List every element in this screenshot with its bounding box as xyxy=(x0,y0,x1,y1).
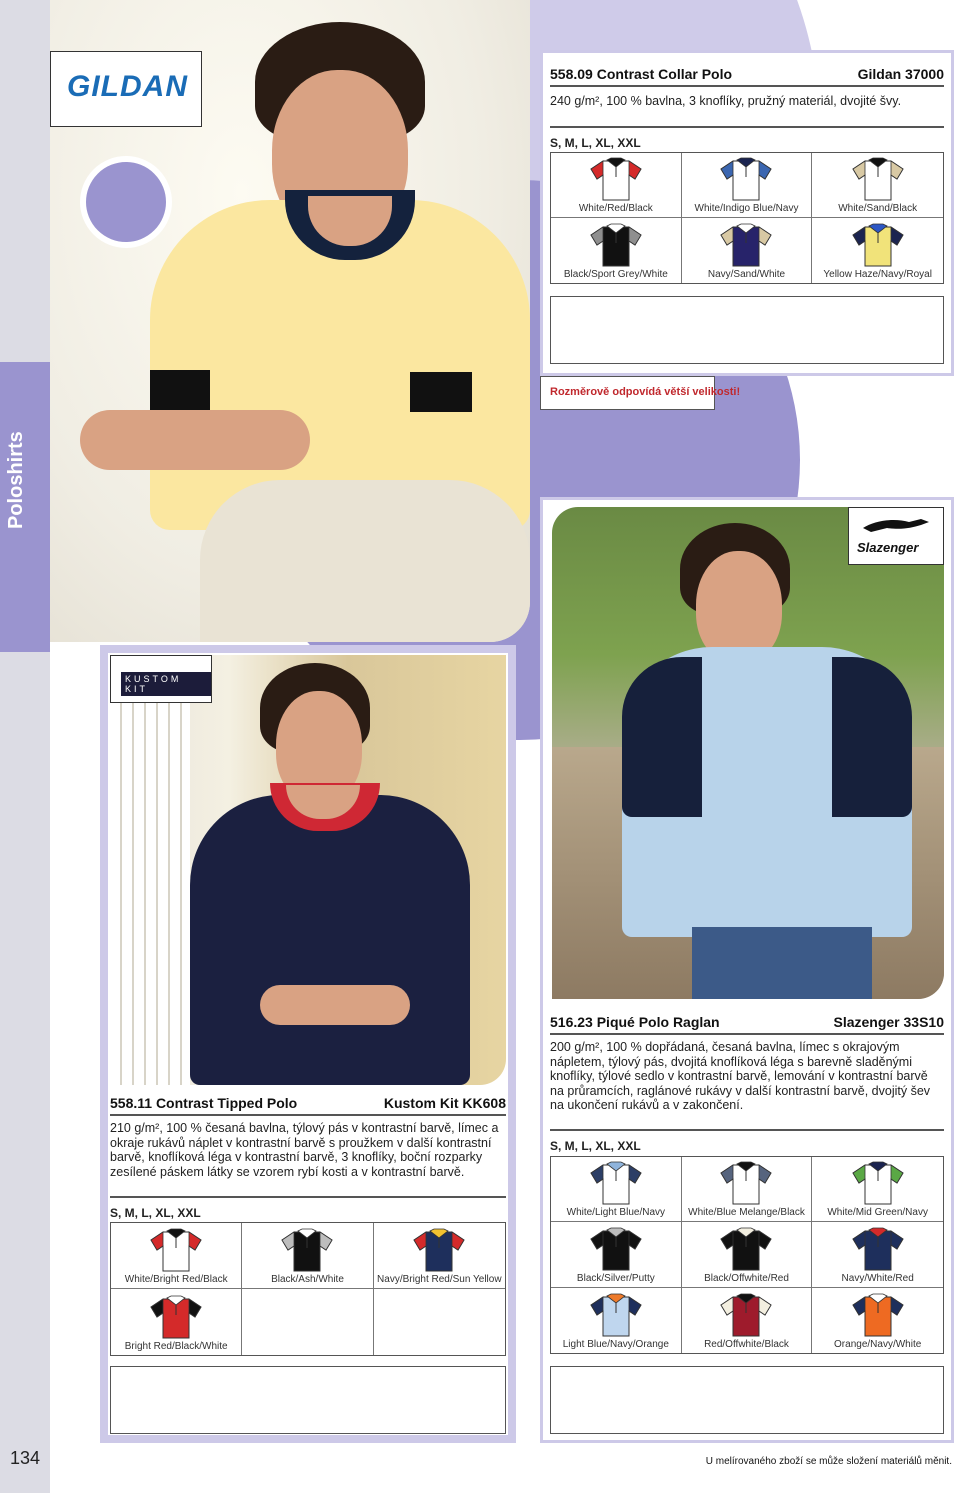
model-arm xyxy=(80,410,310,470)
color-swatch-label: Bright Red/Black/White xyxy=(124,1341,228,1352)
color-swatch-label: White/Indigo Blue/Navy xyxy=(694,203,799,214)
section-label: Poloshirts xyxy=(5,431,27,529)
polo-shirt-icon xyxy=(587,1227,645,1271)
product-code: 516.23 Piqué Polo Raglan xyxy=(550,1014,720,1030)
color-swatch xyxy=(682,1288,813,1353)
color-swatch-grid xyxy=(110,1222,506,1356)
brand-logo-gildan xyxy=(50,51,202,127)
color-swatch-label: White/Sand/Black xyxy=(838,203,918,214)
brand-logo-slazenger xyxy=(848,507,944,565)
model-jeans xyxy=(692,927,872,999)
side-rail xyxy=(0,0,50,1493)
product-photo-contrast-tipped xyxy=(110,655,506,1085)
product-description: 240 g/m², 100 % bavlna, 3 knoflíky, pružný materiál, dvojité švy. xyxy=(550,94,902,108)
color-swatch-label: White/Blue Melange/Black xyxy=(688,1207,805,1219)
color-swatch xyxy=(551,153,682,218)
color-swatch-label: Orange/Navy/White xyxy=(834,1339,922,1350)
color-swatch-label: Black/Offwhite/Red xyxy=(704,1272,789,1284)
color-swatch-label: Navy/White/Red xyxy=(841,1272,914,1284)
notes-box xyxy=(550,1366,944,1434)
polo-shirt-icon xyxy=(147,1228,205,1272)
polo-shirt-icon xyxy=(147,1295,205,1339)
product-title-row xyxy=(550,1014,944,1035)
color-swatch xyxy=(812,1288,943,1353)
product-photo-raglan xyxy=(552,507,944,999)
page-number: 134 xyxy=(9,1448,41,1468)
panther-icon xyxy=(861,516,931,534)
notes-box xyxy=(110,1366,506,1434)
polo-shirt-icon xyxy=(587,1161,645,1205)
polo-shirt-icon xyxy=(278,1228,336,1272)
product-brand-ref: Kustom Kit KK608 xyxy=(383,1095,506,1111)
color-swatch xyxy=(551,1157,682,1222)
color-swatch xyxy=(682,218,813,283)
color-swatch-label: Light Blue/Navy/Orange xyxy=(562,1339,669,1350)
brand-logo-gildan-text: GILDAN xyxy=(67,70,188,103)
color-swatch xyxy=(242,1223,373,1289)
color-swatch-empty xyxy=(374,1289,505,1355)
color-swatch-grid xyxy=(550,1156,944,1354)
notes-box xyxy=(550,296,944,364)
model-sleeve-right xyxy=(832,657,912,817)
polo-shirt-icon xyxy=(849,223,907,267)
product-description: 210 g/m², 100 % česaná bavlna, týlový pás v kontrastní barvě, límec a okraje rukávů náplet v kontrastní barvě s proužkem v další kontrastní barvě, knoflíková léga v kontrastní barvě, 3 knoflíky, boční rozparky zesílené páskem látky se vzorem rybí kosti a v kontrastní barvě. xyxy=(110,1121,499,1179)
color-swatch-label: Yellow Haze/Navy/Royal xyxy=(823,269,932,280)
color-swatch xyxy=(111,1223,242,1289)
product-description: 200 g/m², 100 % dopřádaná, česaná bavlna, límec s okrajovým nápletem, týlový pás, dvojitá knoflíková léga s barevně sladěnými knoflíky, týlové sedlo v kontrastní barvě, lemování v kontrastní barvě na průramcích, raglánové rukávy v další kontrastní barvě, dvojitý šev na ukončení rukávů a v zakončení. xyxy=(550,1040,931,1112)
polo-shirt-icon xyxy=(717,1227,775,1271)
color-swatch-label: Navy/Sand/White xyxy=(707,269,786,280)
model-sleeve-cuff-right xyxy=(410,372,472,412)
polo-shirt-icon xyxy=(849,1293,907,1337)
product-title-row xyxy=(550,66,944,87)
decor-dot xyxy=(80,156,172,248)
polo-shirt-icon xyxy=(717,223,775,267)
color-swatch xyxy=(812,153,943,218)
product-code: 558.09 Contrast Collar Polo xyxy=(550,66,733,82)
product-brand-ref: Slazenger 33S10 xyxy=(833,1014,944,1030)
model-shirt-navy xyxy=(190,795,470,1085)
color-swatch xyxy=(812,1222,943,1287)
color-swatch-label: Black/Sport Grey/White xyxy=(563,269,668,280)
model-trousers xyxy=(200,480,530,642)
color-swatch xyxy=(682,153,813,218)
polo-shirt-icon xyxy=(849,1161,907,1205)
brand-logo-kustom xyxy=(110,655,212,703)
color-swatch-label: White/Bright Red/Black xyxy=(124,1274,228,1285)
color-swatch xyxy=(551,1222,682,1287)
color-swatch xyxy=(551,218,682,283)
polo-shirt-icon xyxy=(410,1228,468,1272)
color-swatch-label: Black/Silver/Putty xyxy=(576,1272,655,1284)
polo-shirt-icon xyxy=(587,1293,645,1337)
brand-logo-kustom-text: KUSTOM KIT xyxy=(121,672,211,696)
color-swatch-label: White/Mid Green/Navy xyxy=(827,1207,928,1219)
size-hint-text: Rozměrově odpovídá větší velikosti! xyxy=(550,386,741,398)
color-swatch-empty xyxy=(242,1289,373,1355)
polo-shirt-icon xyxy=(717,157,775,201)
product-sizes: S, M, L, XL, XXL xyxy=(110,1196,506,1220)
color-swatch-label: Red/Offwhite/Black xyxy=(704,1339,789,1350)
color-swatch xyxy=(374,1223,505,1289)
color-swatch xyxy=(682,1222,813,1287)
polo-shirt-icon xyxy=(849,157,907,201)
product-code: 558.11 Contrast Tipped Polo xyxy=(110,1095,298,1111)
color-swatch xyxy=(812,218,943,283)
product-brand-ref: Gildan 37000 xyxy=(857,66,944,82)
product-title-row xyxy=(110,1095,506,1116)
color-swatch xyxy=(551,1288,682,1353)
polo-shirt-icon xyxy=(717,1293,775,1337)
color-swatch xyxy=(812,1157,943,1222)
color-swatch xyxy=(682,1157,813,1222)
footer-note: U melírovaného zboží se může složení materiálů měnit. xyxy=(705,1456,952,1467)
color-swatch-label: Navy/Bright Red/Sun Yellow xyxy=(377,1274,502,1285)
model-sleeve-cuff-left xyxy=(150,370,210,410)
polo-shirt-icon xyxy=(849,1227,907,1271)
photo-shutters xyxy=(110,655,190,1085)
color-swatch-label: White/Red/Black xyxy=(578,203,653,214)
brand-logo-slazenger-text: Slazenger xyxy=(857,540,919,555)
color-swatch-label: White/Light Blue/Navy xyxy=(566,1207,666,1219)
color-swatch-label: Black/Ash/White xyxy=(271,1274,344,1285)
product-sizes: S, M, L, XL, XXL xyxy=(550,126,944,150)
polo-shirt-icon xyxy=(717,1161,775,1205)
model-hands xyxy=(260,985,410,1025)
color-swatch-grid xyxy=(550,152,944,284)
model-sleeve-left xyxy=(622,657,702,817)
polo-shirt-icon xyxy=(587,157,645,201)
polo-shirt-icon xyxy=(587,223,645,267)
product-sizes: S, M, L, XL, XXL xyxy=(550,1129,944,1153)
color-swatch xyxy=(111,1289,242,1355)
